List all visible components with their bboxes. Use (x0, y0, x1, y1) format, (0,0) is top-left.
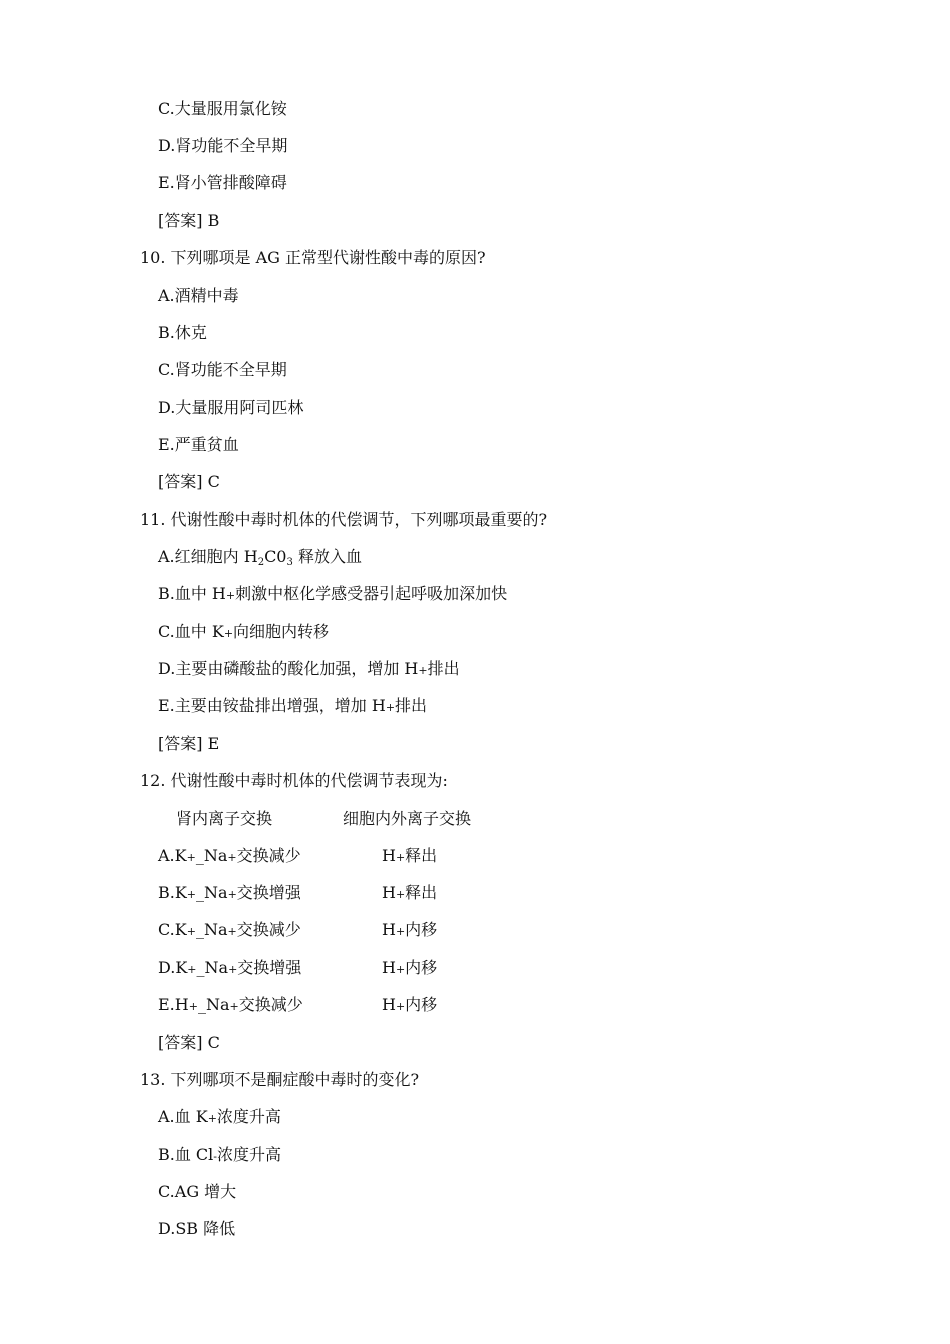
q12-header-right: 细胞内外离子交换 (343, 809, 472, 828)
q11-answer: [答案] E (158, 734, 220, 753)
q12-option-c-right: H+内移 (382, 920, 438, 939)
q13-option-d: D.SB 降低 (158, 1219, 236, 1238)
q13-option-b: B.血 Cl-浓度升高 (158, 1145, 282, 1164)
q10-question: 10. 下列哪项是 AG 正常型代谢性酸中毒的原因? (140, 248, 486, 267)
q9-option-c: C.大量服用氯化铵 (158, 99, 287, 118)
q10-answer: [答案] C (158, 472, 220, 491)
q9-answer: [答案] B (158, 211, 220, 230)
q10-option-b: B.休克 (158, 323, 207, 342)
q10-option-a: A.酒精中毒 (158, 286, 239, 305)
q12-option-e-right: H+内移 (382, 995, 438, 1014)
q11-question: 11. 代谢性酸中毒时机体的代偿调节，下列哪项最重要的? (140, 510, 548, 529)
q13-question: 13. 下列哪项不是酮症酸中毒时的变化? (140, 1070, 420, 1089)
q12-option-c-left: C.K+_Na+交换减少 (158, 920, 301, 939)
q11-option-d: D.主要由磷酸盐的酸化加强，增加 H+排出 (158, 659, 460, 678)
q11-option-e: E.主要由铵盐排出增强，增加 H+排出 (158, 696, 428, 715)
q12-option-b-left: B.K+_Na+交换增强 (158, 883, 301, 902)
q12-option-d-left: D.K+_Na+交换增强 (158, 958, 302, 977)
q12-option-a-right: H+释出 (382, 846, 438, 865)
q12-header-left: 肾内离子交换 (176, 809, 273, 828)
q10-option-d: D.大量服用阿司匹林 (158, 398, 304, 417)
q9-option-d: D.肾功能不全早期 (158, 136, 288, 155)
q9-option-e: E.肾小管排酸障碍 (158, 173, 287, 192)
q12-option-d-right: H+内移 (382, 958, 438, 977)
q12-option-e-left: E.H+_Na+交换减少 (158, 995, 303, 1014)
q11-option-a: A.红细胞内 $H_2C0_3$ 释放入血 (158, 547, 362, 568)
q10-option-e: E.严重贫血 (158, 435, 239, 454)
q11-option-c: C.血中 K+向细胞内转移 (158, 622, 330, 641)
q10-option-c: C.肾功能不全早期 (158, 360, 287, 379)
q12-answer: [答案] C (158, 1033, 220, 1052)
q12-question: 12. 代谢性酸中毒时机体的代偿调节表现为: (140, 771, 448, 790)
q12-option-b-right: H+释出 (382, 883, 438, 902)
q13-option-a: A.血 K+浓度升高 (158, 1107, 281, 1126)
q13-option-c: C.AG 增大 (158, 1182, 237, 1201)
q11-option-b: B.血中 H+刺激中枢化学感受器引起呼吸加深加快 (158, 584, 508, 603)
q12-option-a-left: A.K+_Na+交换减少 (158, 846, 301, 865)
